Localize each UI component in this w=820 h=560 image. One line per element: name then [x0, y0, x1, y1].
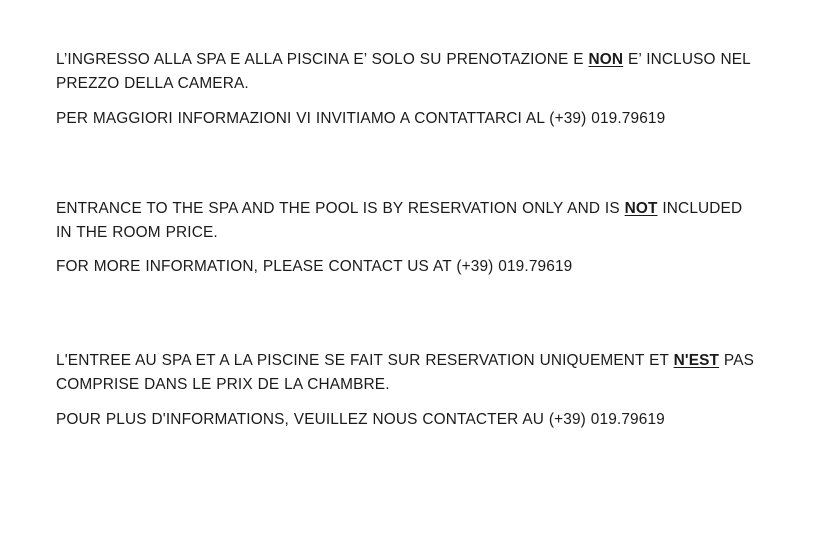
- top-spacer: [56, 40, 758, 48]
- text-italian-main-pre: L’INGRESSO ALLA SPA E ALLA PISCINA E’ SOLO SU PRENOTAZIONE E: [56, 51, 589, 68]
- text-english-main-post: INCLUDED IN THE ROOM PRICE.: [56, 199, 743, 241]
- paragraph-italian-main: [56, 48, 758, 96]
- notice-section-english: [56, 197, 758, 280]
- text-english-main-pre: ENTRANCE TO THE SPA AND THE POOL IS BY RESERVATION ONLY AND IS: [56, 199, 625, 217]
- paragraph-french-contact: [56, 408, 758, 432]
- paragraph-english-main: [56, 197, 758, 245]
- paragraph-italian-contact: [56, 107, 758, 131]
- text-english-main-emphasis: NOT: [624, 199, 658, 217]
- text-french-main-pre: L'ENTREE AU SPA ET A LA PISCINE SE FAIT SUR RESERVATION UNIQUEMENT ET: [56, 352, 674, 370]
- text-french-main-emphasis: N'EST: [673, 352, 720, 370]
- text-italian-main-post: E’ INCLUSO NEL PREZZO DELLA CAMERA.: [56, 51, 751, 92]
- text-french-contact: POUR PLUS D'INFORMATIONS, VEUILLEZ NOUS CONTACTER AU (+39) 019.79619: [56, 411, 665, 428]
- text-french-main-post: PAS COMPRISE DANS LE PRIX DE LA CHAMBRE.: [56, 352, 755, 394]
- text-italian-main-emphasis: NON: [588, 51, 624, 68]
- paragraph-english-contact: [56, 255, 758, 279]
- section-gap-2: [56, 279, 758, 349]
- notice-section-french: [56, 349, 758, 432]
- notice-section-italian: [56, 48, 758, 131]
- text-english-contact: FOR MORE INFORMATION, PLEASE CONTACT US AT (+39) 019.79619: [56, 258, 573, 276]
- paragraph-french-main: [56, 349, 758, 397]
- section-gap-1: [56, 131, 758, 197]
- text-italian-contact: PER MAGGIORI INFORMAZIONI VI INVITIAMO A CONTATTARCI AL (+39) 019.79619: [56, 109, 666, 127]
